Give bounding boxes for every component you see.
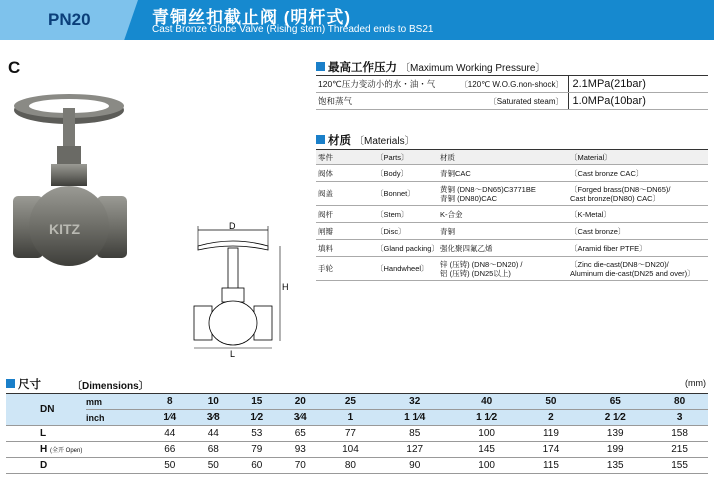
dimension-row-h: H (全开 Open) 66 68 79 93 104 127 145 174 199 215 (6, 442, 708, 458)
materials-title: 材质 〔Materials〕 (316, 132, 415, 148)
pressure-table (316, 75, 708, 110)
dimension-row-d: D 50 50 60 70 80 90 100 115 135 155 (6, 458, 708, 474)
materials-table (316, 149, 708, 281)
dn-label: DN (6, 394, 86, 426)
section-marker (316, 135, 325, 144)
pressure-title: 最高工作压力 〔Maximum Working Pressure〕 (316, 59, 545, 75)
page-title: 青铜丝扣截止阀 (明杆式) (152, 8, 352, 27)
page-subtitle: Cast Bronze Globe Valve (Rising stem) Threaded ends to BS21 (152, 24, 434, 35)
pressure-cn: 120℃压力变动小的水・油・气 (316, 76, 448, 93)
pressure-value: 2.1MPa(21bar) (568, 76, 708, 93)
dimensions-unit: (mm) (685, 378, 706, 388)
section-label: C (8, 58, 21, 77)
pressure-row (316, 76, 708, 93)
drawing-label-l: L (230, 349, 236, 358)
materials-header-row: 零件 〔Parts〕 材质 〔Material〕 (316, 150, 708, 165)
dn-inch-row: inch 1⁄4 3⁄8 1⁄2 3⁄4 1 1 1⁄4 1 1⁄2 2 2 1⁄2 3 (6, 410, 708, 426)
dn-mm-row: DN mm 8 10 15 20 25 32 40 50 65 80 (6, 394, 708, 410)
materials-row: 阀体 〔Body〕 青铜CAC 〔Cast bronze CAC〕 (316, 165, 708, 182)
pressure-en: 〔120℃ W.O.G.non-shock〕 (448, 76, 568, 93)
kitz-marking: KITZ (49, 221, 81, 237)
materials-row: 阀盖 〔Bonnet〕 黄铜 (DN8～DN65)C3771BE 青铜 (DN80)CAC 〔Forged brass(DN8～DN65)/ Cast bronze(DN80) CAC〕 (316, 182, 708, 206)
inch-label: inch (86, 410, 148, 426)
mm-label: mm (86, 394, 148, 410)
section-marker (316, 62, 325, 71)
materials-row: 填料 〔Gland packing〕 强化聚四氟乙烯 〔Aramid fiber PTFE〕 (316, 240, 708, 257)
dimensions-table (6, 393, 708, 474)
dimensions-title: 尺寸 (6, 376, 41, 392)
materials-row: 阀杆 〔Stem〕 K-合金 〔K-Metal〕 (316, 206, 708, 223)
dimension-drawing (186, 218, 291, 358)
materials-row: 手轮 〔Handwheel〕 锌 (压铸) (DN8～DN20) / 铝 (压铸) (DN25以上) 〔Zinc die-cast(DN8～DN20)/ Aluminum die-cast(DN25 and over)〕 (316, 257, 708, 281)
valve-photo (5, 86, 155, 296)
pressure-cn: 饱和蒸气 (316, 93, 448, 110)
pressure-en: 〔Saturated steam〕 (448, 93, 568, 110)
dimensions-title-en: 〔Dimensions〕 (72, 381, 149, 392)
dimension-row-l: L 44 44 53 65 77 85 100 119 139 158 (6, 426, 708, 442)
section-marker (6, 379, 15, 388)
model-code: PN20 (48, 10, 91, 29)
drawing-label-h: H (282, 282, 289, 292)
drawing-label-d: D (229, 221, 236, 231)
materials-row: 闸瓣 〔Disc〕 青铜 〔Cast bronze〕 (316, 223, 708, 240)
pressure-value: 1.0MPa(10bar) (568, 93, 708, 110)
pressure-row (316, 93, 708, 110)
